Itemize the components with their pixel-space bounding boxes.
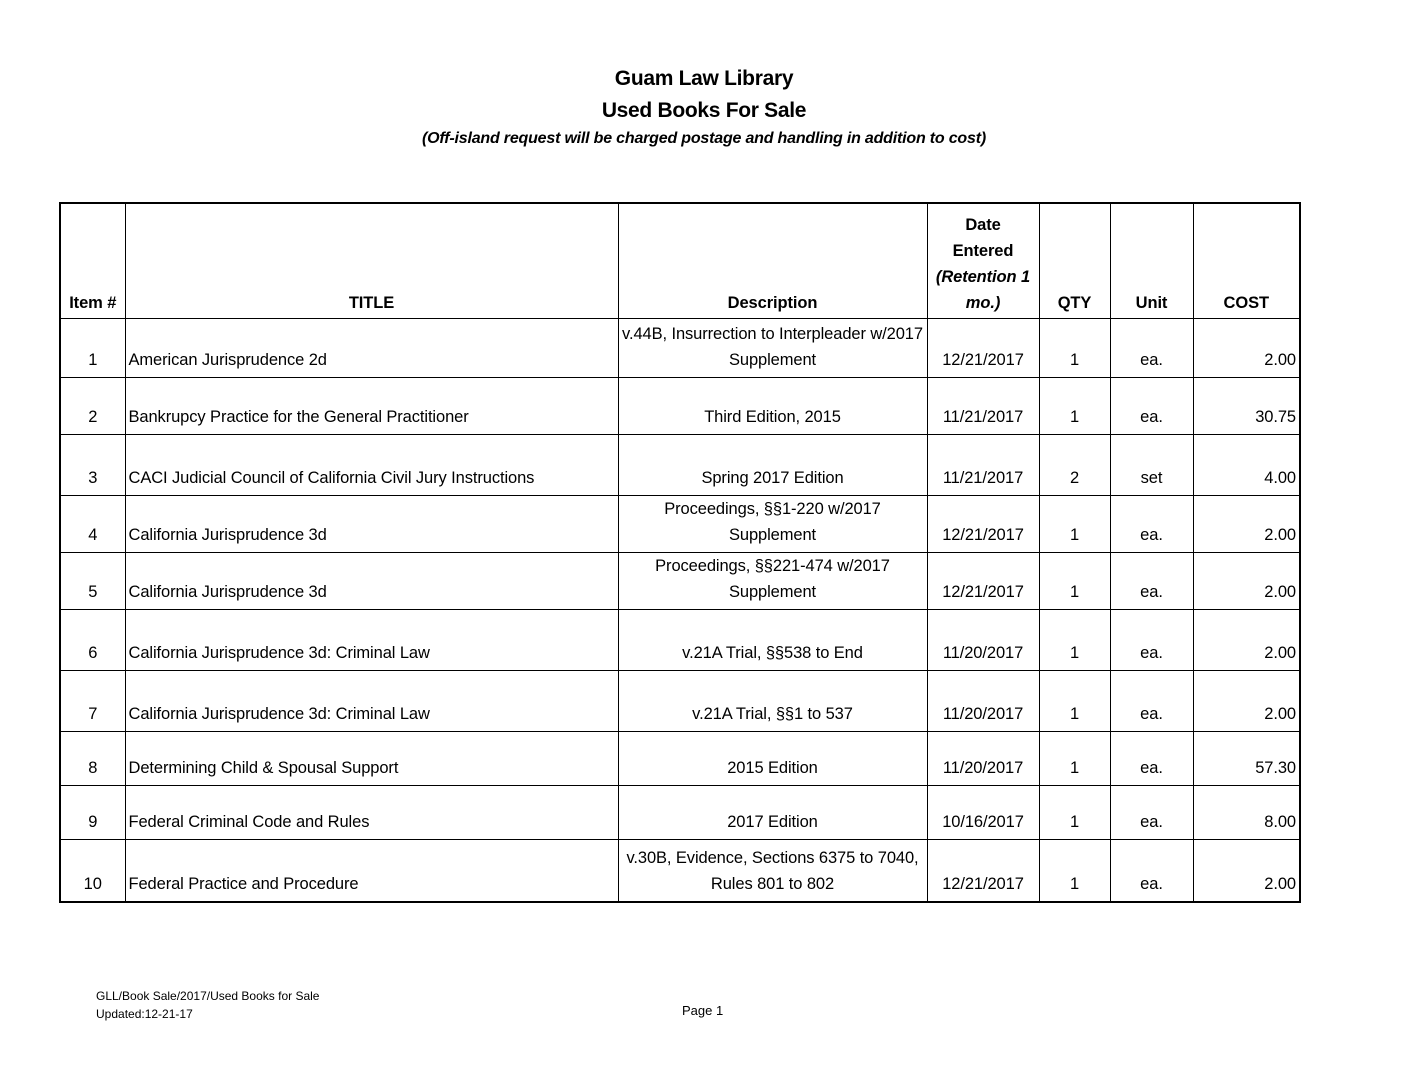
table-header-row [60, 203, 1300, 319]
cell-description: v.44B, Insurrection to Interpleader w/2017 Supplement [618, 319, 927, 378]
cell-date: 12/21/2017 [927, 840, 1039, 902]
cell-unit: ea. [1110, 732, 1193, 786]
column-header-description: Description [618, 203, 927, 319]
table-row [60, 553, 1300, 610]
column-header-unit: Unit [1110, 203, 1193, 319]
table-row [60, 610, 1300, 671]
cell-item: 8 [60, 732, 125, 786]
cell-cost: 2.00 [1193, 319, 1300, 378]
cell-description: 2017 Edition [618, 786, 927, 840]
cell-date: 11/20/2017 [927, 671, 1039, 732]
cell-unit: set [1110, 435, 1193, 496]
cell-cost: 2.00 [1193, 671, 1300, 732]
table-row [60, 732, 1300, 786]
cell-item: 10 [60, 840, 125, 902]
cell-qty: 1 [1039, 496, 1110, 553]
cell-description: 2015 Edition [618, 732, 927, 786]
cell-qty: 1 [1039, 319, 1110, 378]
cell-unit: ea. [1110, 378, 1193, 435]
cell-title: California Jurisprudence 3d [125, 553, 618, 610]
footer-updated-date: Updated:12-21-17 [96, 1007, 193, 1021]
cell-date: 12/21/2017 [927, 319, 1039, 378]
cell-item: 9 [60, 786, 125, 840]
cell-description: Proceedings, §§1-220 w/2017 Supplement [618, 496, 927, 553]
cell-qty: 1 [1039, 732, 1110, 786]
cell-description: v.30B, Evidence, Sections 6375 to 7040, Rules 801 to 802 [618, 840, 927, 902]
cell-title: CACI Judicial Council of California Civil Jury Instructions [125, 435, 618, 496]
table-row [60, 671, 1300, 732]
cell-date: 11/20/2017 [927, 732, 1039, 786]
cell-unit: ea. [1110, 671, 1193, 732]
cell-unit: ea. [1110, 496, 1193, 553]
column-header-title: TITLE [125, 203, 618, 319]
cell-date: 12/21/2017 [927, 496, 1039, 553]
footer-info [96, 987, 319, 1023]
cell-title: California Jurisprudence 3d: Criminal Law [125, 610, 618, 671]
cell-item: 1 [60, 319, 125, 378]
table-row [60, 319, 1300, 378]
cell-date: 12/21/2017 [927, 553, 1039, 610]
cell-cost: 30.75 [1193, 378, 1300, 435]
cell-date: 11/21/2017 [927, 435, 1039, 496]
cell-cost: 57.30 [1193, 732, 1300, 786]
shipping-note: (Off-island request will be charged postage and handling in addition to cost) [422, 130, 986, 147]
table-row [60, 496, 1300, 553]
cell-item: 3 [60, 435, 125, 496]
cell-qty: 1 [1039, 786, 1110, 840]
page-subtitle: Used Books For Sale [601, 99, 807, 122]
cell-title: American Jurisprudence 2d [125, 319, 618, 378]
cell-qty: 1 [1039, 553, 1110, 610]
footer-file-path: GLL/Book Sale/2017/Used Books for Sale [96, 989, 320, 1003]
table-row [60, 840, 1300, 902]
cell-cost: 4.00 [1193, 435, 1300, 496]
cell-cost: 8.00 [1193, 786, 1300, 840]
cell-description: Third Edition, 2015 [618, 378, 927, 435]
table-row [60, 786, 1300, 840]
cell-description: v.21A Trial, §§1 to 537 [618, 671, 927, 732]
cell-item: 2 [60, 378, 125, 435]
cell-unit: ea. [1110, 610, 1193, 671]
cell-qty: 1 [1039, 840, 1110, 902]
cell-title: Federal Practice and Procedure [125, 840, 618, 902]
cell-cost: 2.00 [1193, 553, 1300, 610]
cell-title: California Jurisprudence 3d [125, 496, 618, 553]
cell-item: 5 [60, 553, 125, 610]
column-header-qty: QTY [1039, 203, 1110, 319]
page-number: Page 1 [682, 1003, 724, 1018]
cell-title: Federal Criminal Code and Rules [125, 786, 618, 840]
cell-unit: ea. [1110, 553, 1193, 610]
cell-qty: 1 [1039, 378, 1110, 435]
cell-title: Bankrupcy Practice for the General Practitioner [125, 378, 618, 435]
cell-unit: ea. [1110, 786, 1193, 840]
cell-description: Proceedings, §§221-474 w/2017 Supplement [618, 553, 927, 610]
cell-date: 10/16/2017 [927, 786, 1039, 840]
column-header-date [927, 203, 1039, 319]
used-books-table [59, 202, 1301, 903]
cell-qty: 1 [1039, 610, 1110, 671]
cell-unit: ea. [1110, 840, 1193, 902]
cell-unit: ea. [1110, 319, 1193, 378]
cell-item: 6 [60, 610, 125, 671]
cell-description: Spring 2017 Edition [618, 435, 927, 496]
date-header-line1: Date [965, 216, 1001, 234]
cell-date: 11/20/2017 [927, 610, 1039, 671]
cell-cost: 2.00 [1193, 496, 1300, 553]
cell-qty: 2 [1039, 435, 1110, 496]
cell-description: v.21A Trial, §§538 to End [618, 610, 927, 671]
date-header-retention-note: (Retention 1 mo.) [935, 268, 1031, 312]
cell-title: Determining Child & Spousal Support [125, 732, 618, 786]
cell-cost: 2.00 [1193, 610, 1300, 671]
table-row [60, 378, 1300, 435]
page-title: Guam Law Library [614, 67, 794, 90]
date-header-line2: Entered [952, 242, 1014, 260]
cell-date: 11/21/2017 [927, 378, 1039, 435]
column-header-item: Item # [60, 203, 125, 319]
cell-item: 7 [60, 671, 125, 732]
cell-item: 4 [60, 496, 125, 553]
cell-title: California Jurisprudence 3d: Criminal Law [125, 671, 618, 732]
column-header-cost: COST [1193, 203, 1300, 319]
cell-qty: 1 [1039, 671, 1110, 732]
table-row [60, 435, 1300, 496]
cell-cost: 2.00 [1193, 840, 1300, 902]
